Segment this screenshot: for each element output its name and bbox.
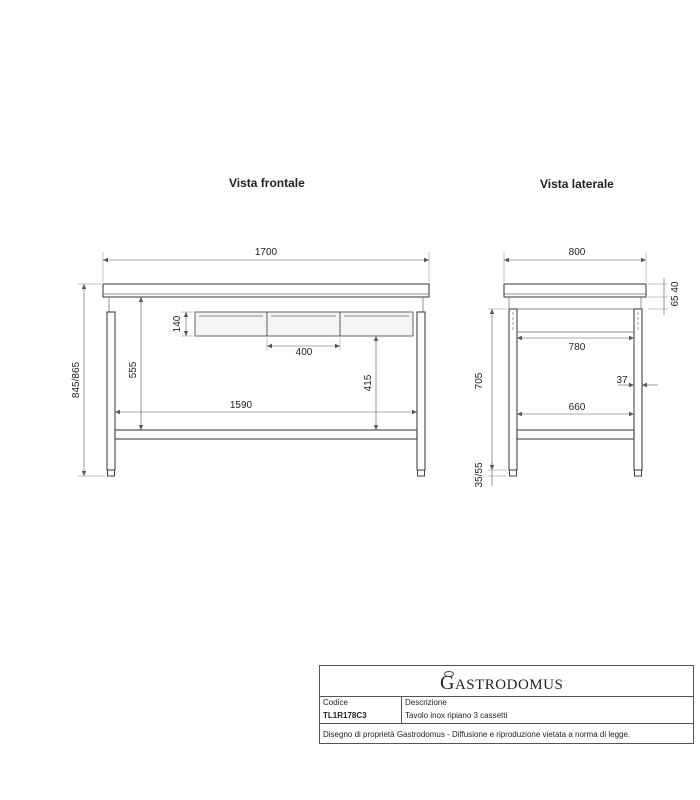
- dim-leg-size: 37: [616, 375, 628, 386]
- dim-front-width: 1700: [254, 247, 278, 258]
- title-block-code-cell: [320, 696, 402, 724]
- front-foot-right: [418, 470, 425, 476]
- side-tabletop: [504, 284, 646, 297]
- company-logo: GASTRODOMUS: [440, 672, 564, 694]
- drawer-3: [340, 312, 413, 336]
- dim-drawer-height: 140: [172, 315, 183, 333]
- front-view-title: Vista frontale: [229, 176, 305, 190]
- front-leg-right: [417, 312, 425, 470]
- side-foot-left: [510, 470, 517, 476]
- side-view: [474, 247, 681, 488]
- dim-inner-depth: 780: [568, 342, 586, 353]
- side-leg-left: [509, 309, 517, 470]
- side-view-title: Vista laterale: [540, 177, 614, 191]
- dim-shelf-height: 415: [363, 374, 374, 392]
- title-block: [319, 665, 694, 744]
- front-foot-left: [108, 470, 115, 476]
- title-block-footer: Disegno di proprietà Gastrodomus - Diffusione e riproduzione vietata a norma di legge.: [323, 730, 631, 739]
- dim-front-height: 845/865: [71, 361, 82, 399]
- title-block-logo-row: [320, 666, 693, 697]
- dim-shelf-span: 1590: [229, 400, 253, 411]
- dim-under-top-height: 555: [128, 361, 139, 379]
- dim-shelf-depth: 660: [568, 402, 586, 413]
- code-label: Codice: [323, 698, 348, 707]
- side-undershelf: [517, 430, 634, 439]
- title-block-description-cell: [402, 696, 693, 724]
- side-leg-right: [634, 309, 642, 470]
- description-label: Descrizione: [405, 698, 447, 707]
- front-undershelf: [115, 430, 417, 439]
- side-foot-right: [635, 470, 642, 476]
- front-view: [71, 247, 429, 476]
- drawer-2: [267, 312, 340, 336]
- dim-top-thickness: 65 40: [670, 281, 681, 307]
- description-value: Tavolo inox ripiano 3 cassetti: [405, 711, 508, 720]
- front-tabletop: [103, 284, 429, 297]
- drawer-1: [195, 312, 267, 336]
- code-value: TL1R178C3: [323, 711, 367, 720]
- dim-foot-adjust: 35/55: [474, 462, 485, 488]
- drawers: [195, 312, 413, 336]
- dim-drawer-width: 400: [295, 347, 313, 358]
- dim-side-height: 705: [474, 372, 485, 390]
- dim-side-depth: 800: [568, 247, 586, 258]
- front-leg-left: [107, 312, 115, 470]
